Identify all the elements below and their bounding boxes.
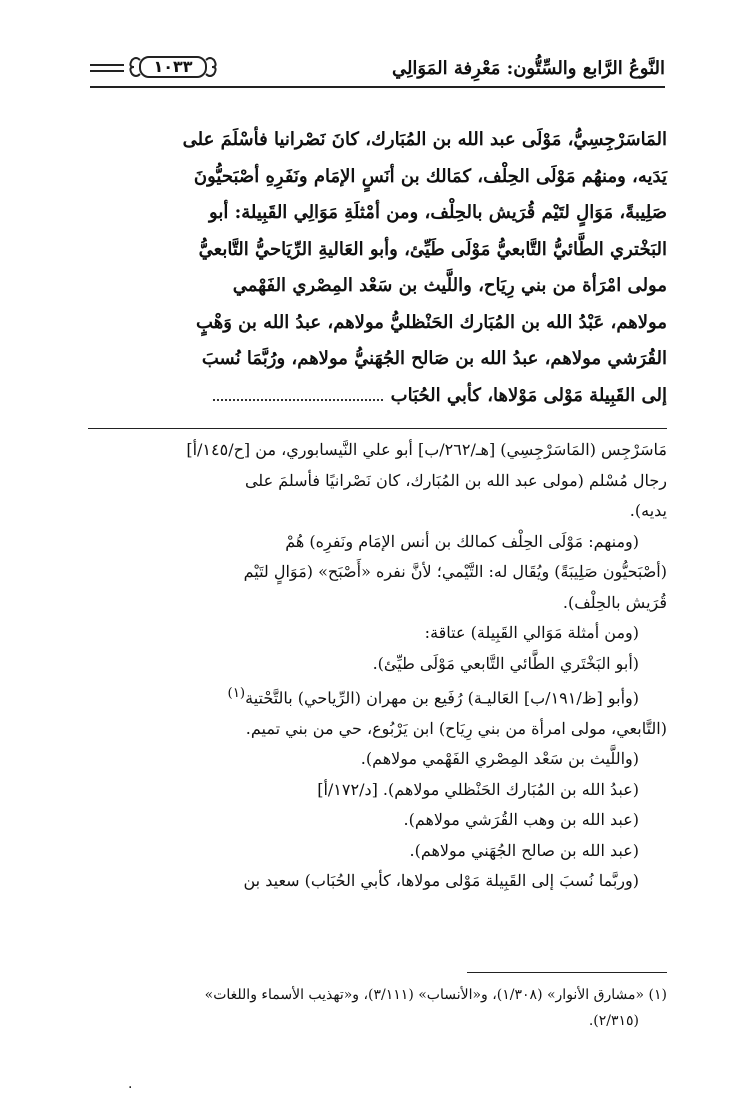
commentary-line: (واللَّيث بن سَعْد المِصْري الفَهْمي مولاهم). [360, 749, 639, 769]
main-line: يَدَيه، ومنهُم مَوْلَى الحِلْف، كمَالك بن أنَسٍ الإمَام ونَفَرِهِ أصْبَحيُّونَ [193, 165, 667, 187]
text-divider [88, 428, 667, 429]
dotted-leader [213, 393, 383, 401]
page-mark: . [128, 1076, 133, 1092]
main-text [88, 122, 667, 414]
commentary-line: (التَّابعي، مولى امرأة من بني رِيَاح) ابن يَرْبُوع، حي من بني تميم. [245, 718, 667, 738]
main-line: المَاسَرْجِسِيُّ، مَوْلَى عبد الله بن المُبَارك، كانَ نَصْرانيا فأسْلَمَ على [182, 129, 667, 150]
commentary-line: (عبد الله بن صالح الجُهَني مولاهم). [409, 840, 639, 860]
manuscript-ref: [ح/١٤٥/أ] [186, 440, 251, 459]
commentary-line [88, 775, 667, 806]
manuscript-ref: [د/١٧٢/أ] [317, 779, 378, 799]
footnote-line: (٢/٣١٥). [588, 1013, 639, 1029]
footnote [88, 982, 667, 1034]
commentary-line: (أبو البَخْتَري الطَّائي التَّابعي مَوْلَى طيِّئ). [372, 653, 639, 673]
main-line: صَلِيبةً، مَوَالٍ لتَيْم قُرَيش بالحِلْف، ومن أمْثلَةِ مَوَالِي القَبِيلة: أبو [209, 202, 667, 223]
main-line: مولاهم، عَبْدُ الله بن المُبَارك الحَنْظليُّ مولاهم، عبدُ الله بن وَهْبٍ [196, 311, 667, 333]
commentary-text: مَاسَرْجِس (المَاسَرْجِسِي) [هـ/٢٦٢/ب] أبو علي النَّيسابوري، من [255, 440, 667, 459]
commentary-text: (وأبو [ظ/١٩١/ب] العَاليـة) رُفَيع بن مهران (الرِّياحي) بالتَّحْتية [245, 688, 639, 708]
footnote-marker: (١) [227, 686, 246, 701]
header-rule [90, 86, 665, 88]
main-line: البَخْتري الطَّائيُّ التَّابعيُّ مَوْلَى طَيِّئ، وأبو العَاليةِ الرِّيَاحيُّ التَّابعيُّ [198, 238, 667, 260]
commentary-line: رجال مُسْلم (مولى عبد الله بن المُبَارك، كان نَصْرانيًا فأسلمَ على [244, 470, 667, 490]
header-double-rule [90, 64, 124, 72]
page-number-badge [128, 54, 218, 80]
main-line: إلى القَبِيلة مَوْلى مَوْلاها، كأبي الحُبَاب [390, 384, 667, 406]
commentary-line: يديه). [629, 501, 667, 520]
commentary-line [88, 679, 667, 714]
commentary-line: (ومنهم: مَوْلَى الحِلْف كمالك بن أنس الإمَام ونَفرِه) هُمْ [285, 531, 639, 551]
commentary-line: (ومن أمثلة مَوَالي القَبِيلة) عتاقة: [424, 623, 639, 642]
commentary-text: (عبدُ الله بن المُبَارك الحَنْظلي مولاهم). [382, 779, 639, 799]
commentary [88, 435, 667, 897]
chapter-title: النَّوعُ الرَّابع والسِّتُّون: مَعْرِفة المَوَالِي [391, 58, 665, 79]
commentary-line: قُرَيش بالحِلْف). [562, 592, 667, 612]
commentary-line: (أصْبَحيُّون صَلِيبَةً) ويُقَال له: التَّيْمي؛ لأنَّ نفره «أَصْبَح» (مَوَالٍ لتَيْم [243, 562, 667, 581]
page-number: ١٠٣٣ [153, 57, 193, 76]
footnote-line: (١) «مشارق الأنوار» (١/٣٠٨)، و«الأنساب» (٣/١١١)، و«تهذيب الأسماء واللغات» [204, 987, 667, 1003]
main-line: القُرَشي مولاهم، عبدُ الله بن صَالح الجُهَنيُّ مولاهم، ورُبَّمَا نُسبَ [201, 348, 667, 369]
running-header [90, 50, 665, 90]
main-last-line [88, 378, 667, 415]
commentary-line: (عبد الله بن وهب القُرَشي مولاهم). [403, 810, 639, 830]
commentary-line [88, 435, 667, 466]
footnote-rule [467, 972, 667, 973]
main-line: مولى امْرَأة من بني رِيَاح، واللَّيث بن سَعْد المِصْري الفَهْمي [232, 275, 667, 296]
commentary-line: (وربَّما نُسبَ إلى القَبِيلة مَوْلى مولاها، كأبي الحُبَاب) سعيد بن [243, 871, 639, 891]
